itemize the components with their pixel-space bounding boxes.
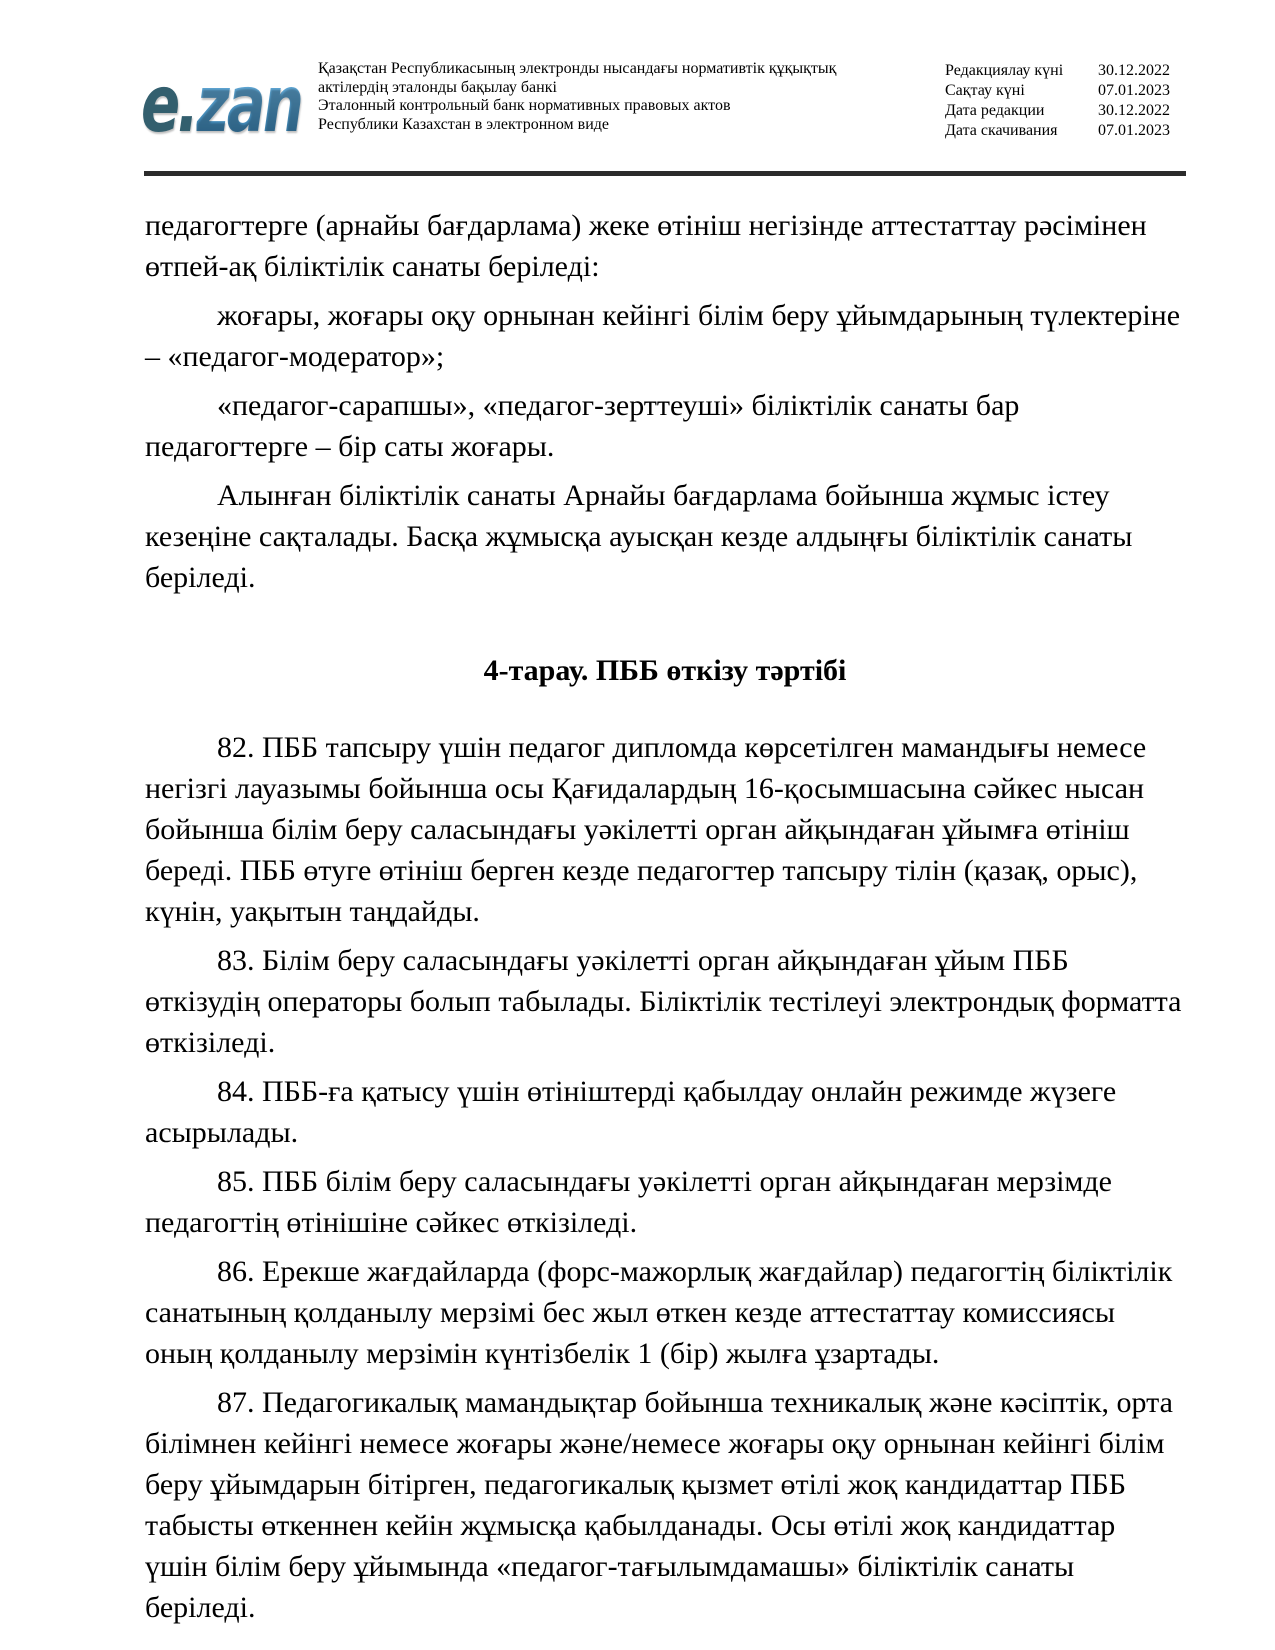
org-line-kk-2: актілердің эталонды бақылау банкі [318,78,557,96]
paragraph: 85. ПББ білім беру саласындағы уәкілетті орган айқындаған мерзімде педагогтің өтінішіне сәйкес өткізіледі. [145,1165,1112,1239]
date-value: 30.12.2022 [1098,102,1170,119]
date-value: 07.01.2023 [1098,82,1170,99]
section-heading: 4-тарау. ПББ өткізу тәртібі [483,654,847,687]
paragraph: 86. Ерекше жағдайларда (форс-мажорлық жағдайлар) педагогтің біліктілік санатының қолданылу мерзімі бес жыл өткен кезде аттестаттау комиссиясы оның қолданылу мерзімін күнтізбелік 1 (бір) жылға ұзартады. [145,1255,1173,1370]
ezan-logo-e: e. [141,60,197,150]
paragraph: 87. Педагогикалық мамандықтар бойынша техникалық және кәсіптік, орта білімнен кейінгі немесе жоғары және/немесе жоғары оқу орнынан кейінгі білім беру ұйымдарын бітірген, педагогикалық қызмет өтілі жоқ кандидаттар ПББ табысты өткеннен кейін жұмысқа қабылданады. Осы өтілі жоқ кандидаттар үшін білім беру ұйымында «педагог-тағылымдамашы» біліктілік санаты беріледі. [145,1386,1173,1624]
org-line-ru-1: Эталонный контрольный банк нормативных правовых актов [318,97,731,114]
org-line-ru-2: Республики Казахстан в электронном виде [318,115,610,133]
ezan-logo [141,60,301,150]
paragraph: Алынған біліктілік санаты Арнайы бағдарлама бойынша жұмыс істеу кезеңіне сақталады. Басқа жұмысқа ауысқан кезде алдыңғы біліктілік санаты беріледі. [145,479,1133,594]
date-row [945,101,1187,121]
document-body [145,205,1185,1636]
dates-block [945,61,1187,141]
org-line-kk-1: Қазақстан Республикасының электронды нысандағы нормативтік құқықтық [318,60,837,77]
paragraph: жоғары, жоғары оқу орнынан кейінгі білім беру ұйымдарының түлектеріне – «педагог-модератор»; [145,299,1181,373]
paragraph: 83. Білім беру саласындағы уәкілетті орган айқындаған ұйым ПББ өткізудің операторы болып табылады. Біліктілік тестілеуі электрондық форматта өткізіледі. [145,944,1182,1059]
date-label: Редакциялау күні [945,62,1064,79]
paragraph: педагогтерге (арнайы бағдарлама) жеке өтініш негізінде аттестаттау рәсімінен өтпей-ақ біліктілік санаты беріледі: [145,209,1147,283]
date-value: 30.12.2022 [1098,62,1170,79]
paragraph: 84. ПББ-ға қатысу үшін өтініштерді қабылдау онлайн режимде жүзеге асырылады. [145,1075,1117,1149]
paragraph: 82. ПББ тапсыру үшін педагог дипломда көрсетілген мамандығы немесе негізгі лауазымы бойынша осы Қағидалардың 16-қосымшасына сәйкес нысан бойынша білім беру саласындағы уәкілетті орган айқындаған ұйымға өтініш береді. ПББ өтуге өтініш берген кезде педагогтер тапсыру тілін (қазақ, орыс), күнін, уақытын таңдайды. [145,731,1147,928]
header-divider [144,171,1186,176]
date-label: Дата скачивания [945,122,1058,139]
date-row [945,121,1187,141]
org-description [318,60,898,134]
date-label: Дата редакции [945,102,1045,119]
date-value: 07.01.2023 [1098,122,1170,139]
date-row [945,81,1187,101]
date-label: Сақтау күні [945,82,1025,99]
ezan-logo-zan: zan [196,60,301,150]
paragraph: «педагог-сарапшы», «педагог-зерттеуші» біліктілік санаты бар педагогтерге – бір саты жоғары. [145,389,1020,463]
date-row [945,61,1187,81]
